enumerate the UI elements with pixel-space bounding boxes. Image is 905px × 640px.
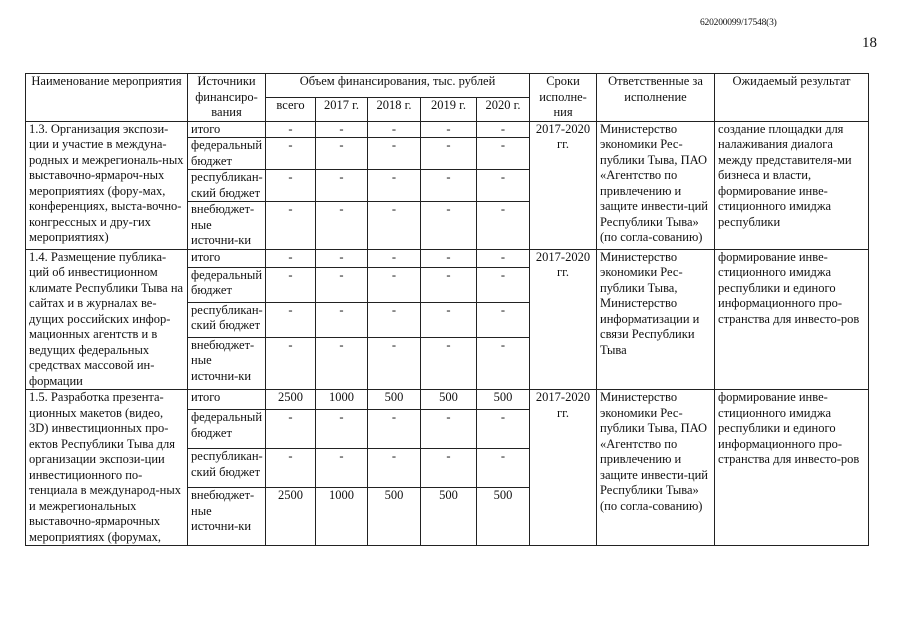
year-2019-cell: -: [421, 202, 477, 250]
year-2019-cell: -: [421, 410, 477, 449]
year-2018-cell: -: [368, 249, 421, 267]
year-2018-cell: -: [368, 410, 421, 449]
year-2017-cell: -: [316, 267, 368, 302]
header-2018: 2018 г.: [368, 97, 421, 121]
year-2018-cell: -: [368, 170, 421, 202]
total-cell: -: [266, 410, 316, 449]
total-cell: -: [266, 267, 316, 302]
year-2018-cell: -: [368, 337, 421, 389]
source-cell: внебюджет-ные источни-ки: [188, 202, 266, 250]
total-cell: -: [266, 138, 316, 170]
source-cell: федеральный бюджет: [188, 267, 266, 302]
header-responsible: Ответственные за исполнение: [597, 74, 715, 122]
header-result: Ожидаемый результат: [715, 74, 869, 122]
year-2019-cell: -: [421, 138, 477, 170]
total-cell: 2500: [266, 390, 316, 410]
header-2020: 2020 г.: [477, 97, 530, 121]
year-2018-cell: -: [368, 302, 421, 337]
source-cell: федеральный бюджет: [188, 410, 266, 449]
year-2018-cell: -: [368, 267, 421, 302]
table-body: [26, 121, 869, 546]
year-2020-cell: -: [477, 337, 530, 389]
result-cell: формирование инве-стиционного имиджа республики и единого информационного про-странства для инвесто-ров: [715, 249, 869, 390]
total-cell: -: [266, 121, 316, 138]
year-2019-cell: -: [421, 121, 477, 138]
responsible-cell: Министерство экономики Рес-публики Тыва, ПАО «Агентство по привлечению и защите инвести-ций Республики Тыва» (по согла-сованию): [597, 121, 715, 249]
year-2017-cell: -: [316, 449, 368, 488]
source-cell: итого: [188, 249, 266, 267]
total-cell: -: [266, 202, 316, 250]
year-2019-cell: 500: [421, 488, 477, 546]
document-id: 620200099/17548(3): [700, 18, 777, 28]
year-2020-cell: 500: [477, 488, 530, 546]
table-row: [26, 121, 869, 138]
table-row: [26, 390, 869, 410]
source-cell: республикан-ский бюджет: [188, 449, 266, 488]
year-2020-cell: -: [477, 410, 530, 449]
year-2020-cell: 500: [477, 390, 530, 410]
year-2017-cell: -: [316, 249, 368, 267]
year-2018-cell: -: [368, 121, 421, 138]
year-2017-cell: -: [316, 410, 368, 449]
year-2017-cell: -: [316, 121, 368, 138]
total-cell: -: [266, 302, 316, 337]
year-2020-cell: -: [477, 138, 530, 170]
total-cell: -: [266, 249, 316, 267]
source-cell: внебюджет-ные источни-ки: [188, 337, 266, 389]
year-2020-cell: -: [477, 267, 530, 302]
header-2019: 2019 г.: [421, 97, 477, 121]
year-2019-cell: -: [421, 249, 477, 267]
year-2017-cell: -: [316, 337, 368, 389]
source-cell: республикан-ский бюджет: [188, 170, 266, 202]
year-2017-cell: 1000: [316, 488, 368, 546]
year-2020-cell: -: [477, 449, 530, 488]
year-2019-cell: -: [421, 267, 477, 302]
total-cell: -: [266, 337, 316, 389]
year-2019-cell: -: [421, 449, 477, 488]
year-2018-cell: 500: [368, 488, 421, 546]
header-volume: Объем финансирования, тыс. рублей: [266, 74, 530, 98]
total-cell: -: [266, 449, 316, 488]
source-cell: итого: [188, 121, 266, 138]
total-cell: -: [266, 170, 316, 202]
result-cell: формирование инве-стиционного имиджа республики и единого информационного про-странства для инвесто-ров: [715, 390, 869, 546]
term-cell: 2017-2020 гг.: [530, 390, 597, 546]
year-2019-cell: 500: [421, 390, 477, 410]
year-2018-cell: -: [368, 138, 421, 170]
year-2017-cell: -: [316, 138, 368, 170]
year-2019-cell: -: [421, 302, 477, 337]
year-2017-cell: -: [316, 202, 368, 250]
source-cell: итого: [188, 390, 266, 410]
header-source: Источники финансиро-вания: [188, 74, 266, 122]
year-2017-cell: -: [316, 302, 368, 337]
term-cell: 2017-2020 гг.: [530, 249, 597, 390]
year-2020-cell: -: [477, 121, 530, 138]
year-2018-cell: -: [368, 449, 421, 488]
source-cell: федеральный бюджет: [188, 138, 266, 170]
source-cell: республикан-ский бюджет: [188, 302, 266, 337]
responsible-cell: Министерство экономики Рес-публики Тыва, Министерство информатизации и связи Республики Тыва: [597, 249, 715, 390]
year-2018-cell: 500: [368, 390, 421, 410]
year-2018-cell: -: [368, 202, 421, 250]
year-2019-cell: -: [421, 170, 477, 202]
header-2017: 2017 г.: [316, 97, 368, 121]
result-cell: создание площадки для налаживания диалога между представителя-ми бизнеса и власти, формирование инве-стиционного имиджа республики: [715, 121, 869, 249]
year-2020-cell: -: [477, 249, 530, 267]
responsible-cell: Министерство экономики Рес-публики Тыва, ПАО «Агентство по привлечению и защите инвести-ций Республики Тыва» (по согла-сованию): [597, 390, 715, 546]
header-term: Сроки исполне-ния: [530, 74, 597, 122]
item-name: 1.4. Размещение публика-ций об инвестиционном климате Республики Тыва на сайтах и в журналах ве-дущих российских инфор-мационных агентств и в ведущих федеральных средствах массовой ин-формации: [26, 249, 188, 390]
year-2020-cell: -: [477, 302, 530, 337]
header-total: всего: [266, 97, 316, 121]
source-cell: внебюджет-ные источни-ки: [188, 488, 266, 546]
item-name: 1.5. Разработка презента-ционных макетов (видео, 3D) инвестиционных про-ектов Республики Тыва для организации экспози-ции инвестиционного по-тенциала в междунарoд-ных и межрегиональных выставочно-ярмарочных мероприятиях (форумах,: [26, 390, 188, 546]
term-cell: 2017-2020 гг.: [530, 121, 597, 249]
year-2019-cell: -: [421, 337, 477, 389]
item-name: 1.3. Организация экспози-ции и участие в междуна-родных и межрегиональ-ных выставочно-ярмароч-ных мероприятиях (фору-мах, конференциях, выста-вочно-конгрессных и дру-гих мероприятиях): [26, 121, 188, 249]
year-2020-cell: -: [477, 202, 530, 250]
year-2017-cell: 1000: [316, 390, 368, 410]
year-2017-cell: -: [316, 170, 368, 202]
page-number: 18: [862, 35, 877, 51]
header-name: Наименование мероприятия: [26, 74, 188, 122]
table-row: [26, 249, 869, 267]
total-cell: 2500: [266, 488, 316, 546]
financing-table: [25, 73, 869, 546]
year-2020-cell: -: [477, 170, 530, 202]
table-header: [26, 74, 869, 122]
